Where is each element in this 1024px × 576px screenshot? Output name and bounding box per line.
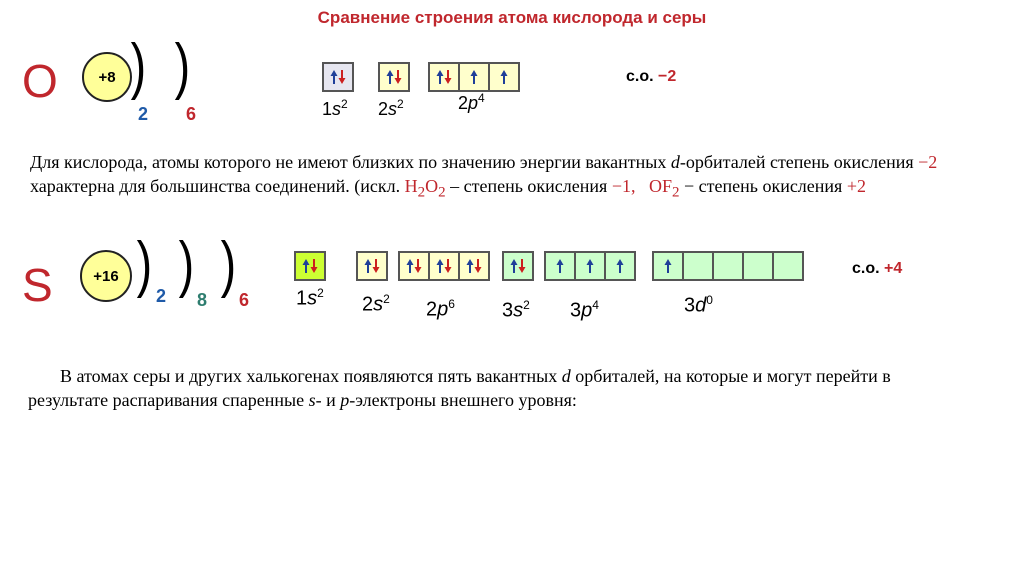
- sulfur-label-3s: $3s^2$: [502, 298, 530, 322]
- oxygen-orbital-1s: [322, 62, 354, 92]
- oxygen-paragraph: Для кислорода, атомы которого не имеют близких по значению энергии вакантных d-орбиталей степень окисления −2 характерна для большинства соединений. (искл. $H_2O_2$ – степень окисления −1, $OF_2$ − степень окисления +2: [30, 152, 938, 201]
- orbital-cell: [684, 253, 714, 279]
- sulfur-orbital-1s: [294, 251, 326, 281]
- orbital-cell: [714, 253, 744, 279]
- sulfur-paragraph: В атомах серы и других халькогенах появляются пять вакантных d орбиталей, на которые и могут перейти в результате распаривания спаренные s- и p-электроны внешнего уровня:: [28, 366, 891, 410]
- orbital-cell: [324, 64, 352, 90]
- orbital-cell: [490, 64, 518, 90]
- electron-spin-up-arrow: [557, 259, 564, 273]
- oxygen-label-2p: $2p^4$: [458, 91, 485, 113]
- sulfur-nucleus: [80, 250, 132, 302]
- sulfur-label-1s: $1s^2$: [296, 286, 324, 310]
- orbital-cell: [400, 253, 430, 279]
- sulfur-label-2s: $2s^2$: [362, 292, 390, 316]
- electron-spin-up-arrow: [437, 259, 444, 273]
- sulfur-oxidation-state: [852, 260, 902, 278]
- oxygen-orbital-2p: [428, 62, 520, 92]
- sulfur-orbital-3d: [652, 251, 804, 281]
- orbital-cell: [430, 253, 460, 279]
- sulfur-ox-label: с.о.: [852, 260, 880, 277]
- sulfur-shell-arc-1: ): [136, 230, 153, 299]
- orbital-cell: [460, 64, 490, 90]
- electron-spin-up-arrow: [665, 259, 672, 273]
- electron-spin-down-arrow: [395, 70, 402, 84]
- orbital-cell: [606, 253, 634, 279]
- sulfur-shell-count-2: 8: [197, 290, 208, 310]
- orbital-cell: [546, 253, 576, 279]
- orbital-cell: [296, 253, 324, 279]
- electron-spin-up-arrow: [303, 259, 310, 273]
- sulfur-orbital-2s: [356, 251, 388, 281]
- sulfur-shell-count-3: 6: [239, 290, 250, 310]
- orbital-cell: [576, 253, 606, 279]
- electron-spin-down-arrow: [475, 259, 482, 273]
- sulfur-label-3p: $3p^4$: [570, 298, 599, 322]
- orbital-cell: [654, 253, 684, 279]
- orbital-cell: [358, 253, 386, 279]
- orbital-cell: [504, 253, 532, 279]
- oxygen-orbital-2s: [378, 62, 410, 92]
- orbital-cell: [460, 253, 488, 279]
- oxygen-shell-count-2: 6: [186, 104, 197, 124]
- sulfur-label-3d: $3d^0$: [684, 293, 713, 317]
- orbital-cell: [744, 253, 774, 279]
- oxygen-shell-count-1: 2: [138, 104, 149, 124]
- sulfur-nucleus-charge: +16: [93, 267, 119, 285]
- sulfur-orbital-3s: [502, 251, 534, 281]
- electron-spin-up-arrow: [365, 259, 372, 273]
- oxygen-label-2s: $2s^2$: [378, 97, 404, 119]
- electron-spin-up-arrow: [467, 259, 474, 273]
- orbital-cell: [380, 64, 408, 90]
- oxygen-shell-arc-2: ): [174, 32, 191, 101]
- oxygen-oxidation-state: [626, 68, 676, 86]
- oxygen-nucleus-charge: +8: [98, 68, 116, 86]
- orbital-cell: [430, 64, 460, 90]
- electron-spin-up-arrow: [587, 259, 594, 273]
- sulfur-orbital-2p: [398, 251, 490, 281]
- electron-spin-down-arrow: [373, 259, 380, 273]
- electron-spin-down-arrow: [519, 259, 526, 273]
- electron-spin-up-arrow: [387, 70, 394, 84]
- electron-spin-up-arrow: [617, 259, 624, 273]
- electron-spin-up-arrow: [407, 259, 414, 273]
- electron-spin-down-arrow: [445, 70, 452, 84]
- oxygen-symbol: O: [22, 55, 58, 107]
- sulfur-shell-count-1: 2: [156, 286, 167, 306]
- sulfur-symbol: S: [22, 259, 53, 311]
- electron-spin-up-arrow: [511, 259, 518, 273]
- slide-title: Сравнение строения атома кислорода и серы: [317, 8, 707, 27]
- sulfur-ox-value: +4: [884, 260, 903, 277]
- oxygen-ox-label: с.о.: [626, 68, 654, 85]
- electron-spin-down-arrow: [445, 259, 452, 273]
- sulfur-shell-arc-3: ): [220, 230, 237, 299]
- oxygen-ox-value: −2: [658, 68, 677, 85]
- sulfur-shell-arc-2: ): [178, 230, 195, 299]
- oxygen-label-1s: $1s^2$: [322, 97, 348, 119]
- sulfur-label-2p: $2p^6$: [426, 297, 455, 321]
- electron-spin-down-arrow: [415, 259, 422, 273]
- electron-spin-up-arrow: [501, 70, 508, 84]
- orbital-cell: [774, 253, 802, 279]
- oxygen-nucleus: [82, 52, 132, 102]
- electron-spin-up-arrow: [437, 70, 444, 84]
- sulfur-orbital-3p: [544, 251, 636, 281]
- electron-spin-down-arrow: [339, 70, 346, 84]
- electron-spin-up-arrow: [471, 70, 478, 84]
- electron-spin-up-arrow: [331, 70, 338, 84]
- electron-spin-down-arrow: [311, 259, 318, 273]
- oxygen-shell-arc-1: ): [130, 32, 147, 101]
